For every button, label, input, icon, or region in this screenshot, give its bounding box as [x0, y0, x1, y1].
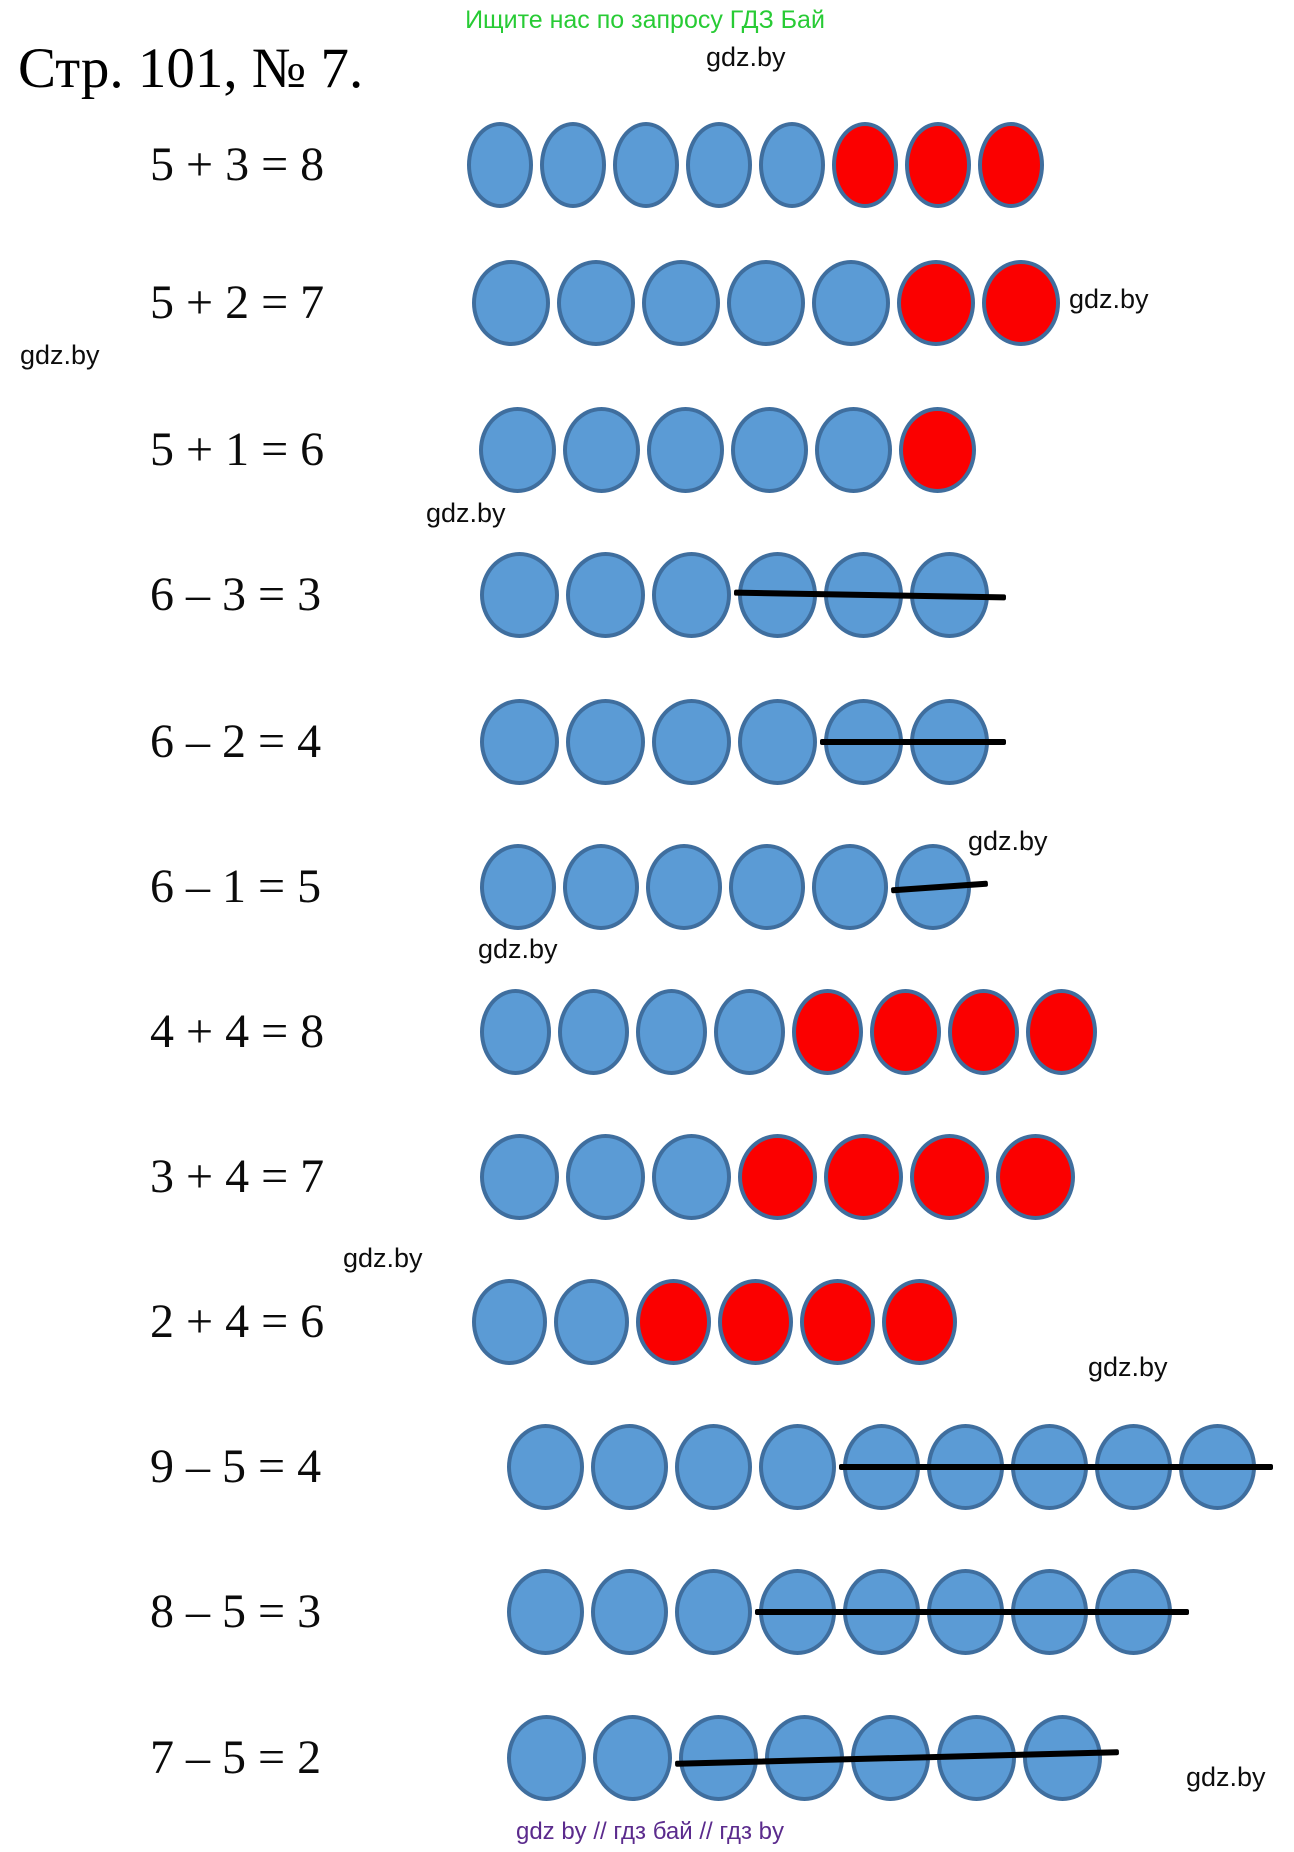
counter-circle-blue	[480, 844, 556, 930]
counter-circle-red	[800, 1279, 875, 1365]
page-title: Стр. 101, № 7.	[18, 37, 364, 100]
equation-row	[0, 549, 1294, 641]
counter-circle-blue	[613, 122, 679, 208]
counter-circle-blue	[675, 1569, 752, 1655]
counter-circle-red	[982, 260, 1060, 346]
cross-out-line	[820, 739, 1006, 745]
watermark-gdz: gdz.by	[1088, 1352, 1168, 1382]
counter-circle-red	[870, 989, 941, 1075]
watermark-gdz: gdz.by	[1069, 284, 1149, 314]
counter-circle-blue	[759, 1424, 836, 1510]
counter-circle-blue	[591, 1569, 668, 1655]
counter-circle-red	[897, 260, 975, 346]
equation-row	[0, 119, 1294, 211]
promo-banner-text: Ищите нас по запросу ГДЗ Бай	[465, 6, 825, 34]
footer-watermark-text: gdz by // гдз бай // гдз by	[515, 1818, 785, 1845]
counter-circle-blue	[675, 1424, 752, 1510]
counter-circle-blue	[652, 699, 731, 785]
equation-text: 5 + 3 = 8	[150, 138, 325, 191]
counter-circle-blue	[647, 407, 724, 493]
equation-text: 4 + 4 = 8	[150, 1005, 325, 1058]
counter-circle-blue	[540, 122, 606, 208]
counter-circle-red	[718, 1279, 793, 1365]
counter-circle-blue	[593, 1715, 672, 1801]
equation-row	[0, 1131, 1294, 1223]
counter-circle-red	[832, 122, 898, 208]
counter-circle-blue	[815, 407, 892, 493]
counter-circle-blue	[480, 989, 551, 1075]
equation-text: 7 – 5 = 2	[150, 1731, 322, 1784]
counter-circle-blue	[729, 844, 805, 930]
counter-circle-red	[738, 1134, 817, 1220]
counter-circle-red	[910, 1134, 989, 1220]
counter-circle-red	[824, 1134, 903, 1220]
counter-circle-blue	[566, 552, 645, 638]
watermark-gdz: gdz.by	[1186, 1762, 1266, 1792]
watermark-gdz: gdz.by	[968, 826, 1048, 856]
counter-circle-blue	[566, 699, 645, 785]
counter-circle-blue	[812, 844, 888, 930]
counter-circle-blue	[563, 407, 640, 493]
watermark-gdz: gdz.by	[478, 934, 558, 964]
counter-circle-blue	[642, 260, 720, 346]
equation-row	[0, 1566, 1294, 1658]
counter-circle-red	[882, 1279, 957, 1365]
equation-row	[0, 986, 1294, 1078]
equation-text: 6 – 1 = 5	[150, 860, 322, 913]
counter-circle-red	[899, 407, 976, 493]
counter-circle-red	[978, 122, 1044, 208]
counter-circle-blue	[554, 1279, 629, 1365]
counter-circle-blue	[507, 1569, 584, 1655]
counter-circle-blue	[507, 1424, 584, 1510]
counter-circle-red	[792, 989, 863, 1075]
equation-row	[0, 696, 1294, 788]
counter-circle-blue	[467, 122, 533, 208]
counter-circle-blue	[714, 989, 785, 1075]
watermark-gdz: gdz.by	[426, 498, 506, 528]
equation-row	[0, 404, 1294, 496]
counter-circle-blue	[591, 1424, 668, 1510]
watermark-gdz: gdz.by	[20, 340, 100, 370]
counter-circle-blue	[686, 122, 752, 208]
equation-text: 5 + 2 = 7	[150, 276, 325, 329]
equation-text: 2 + 4 = 6	[150, 1295, 325, 1348]
counter-circle-blue	[759, 122, 825, 208]
equation-row	[0, 841, 1294, 933]
counter-circle-blue	[646, 844, 722, 930]
equation-row	[0, 1712, 1294, 1804]
watermark-gdz: gdz.by	[343, 1243, 423, 1273]
counter-circle-blue	[472, 260, 550, 346]
counter-circle-blue	[507, 1715, 586, 1801]
counter-circle-blue	[479, 407, 556, 493]
counter-circle-blue	[563, 844, 639, 930]
counter-circle-red	[636, 1279, 711, 1365]
counter-circle-blue	[480, 699, 559, 785]
counter-circle-red	[905, 122, 971, 208]
counter-circle-blue	[1023, 1715, 1102, 1801]
equation-text: 6 – 3 = 3	[150, 568, 322, 621]
counter-circle-blue	[566, 1134, 645, 1220]
equation-row	[0, 1421, 1294, 1513]
equation-text: 3 + 4 = 7	[150, 1150, 325, 1203]
equation-text: 6 – 2 = 4	[150, 715, 322, 768]
counter-circle-blue	[557, 260, 635, 346]
equation-text: 9 – 5 = 4	[150, 1440, 322, 1493]
cross-out-line	[839, 1464, 1273, 1470]
counter-circle-blue	[472, 1279, 547, 1365]
counter-circle-blue	[480, 552, 559, 638]
counter-circle-blue	[727, 260, 805, 346]
counter-circle-blue	[480, 1134, 559, 1220]
cross-out-line	[755, 1609, 1189, 1615]
counter-circle-blue	[636, 989, 707, 1075]
equation-text: 8 – 5 = 3	[150, 1585, 322, 1638]
counter-circle-red	[1026, 989, 1097, 1075]
counter-circle-blue	[731, 407, 808, 493]
counter-circle-blue	[652, 552, 731, 638]
counter-circle-blue	[812, 260, 890, 346]
equation-text: 5 + 1 = 6	[150, 423, 325, 476]
counter-circle-red	[996, 1134, 1075, 1220]
watermark-gdz: gdz.by	[706, 42, 786, 72]
counter-circle-blue	[652, 1134, 731, 1220]
counter-circle-blue	[738, 699, 817, 785]
counter-circle-red	[948, 989, 1019, 1075]
counter-circle-blue	[558, 989, 629, 1075]
